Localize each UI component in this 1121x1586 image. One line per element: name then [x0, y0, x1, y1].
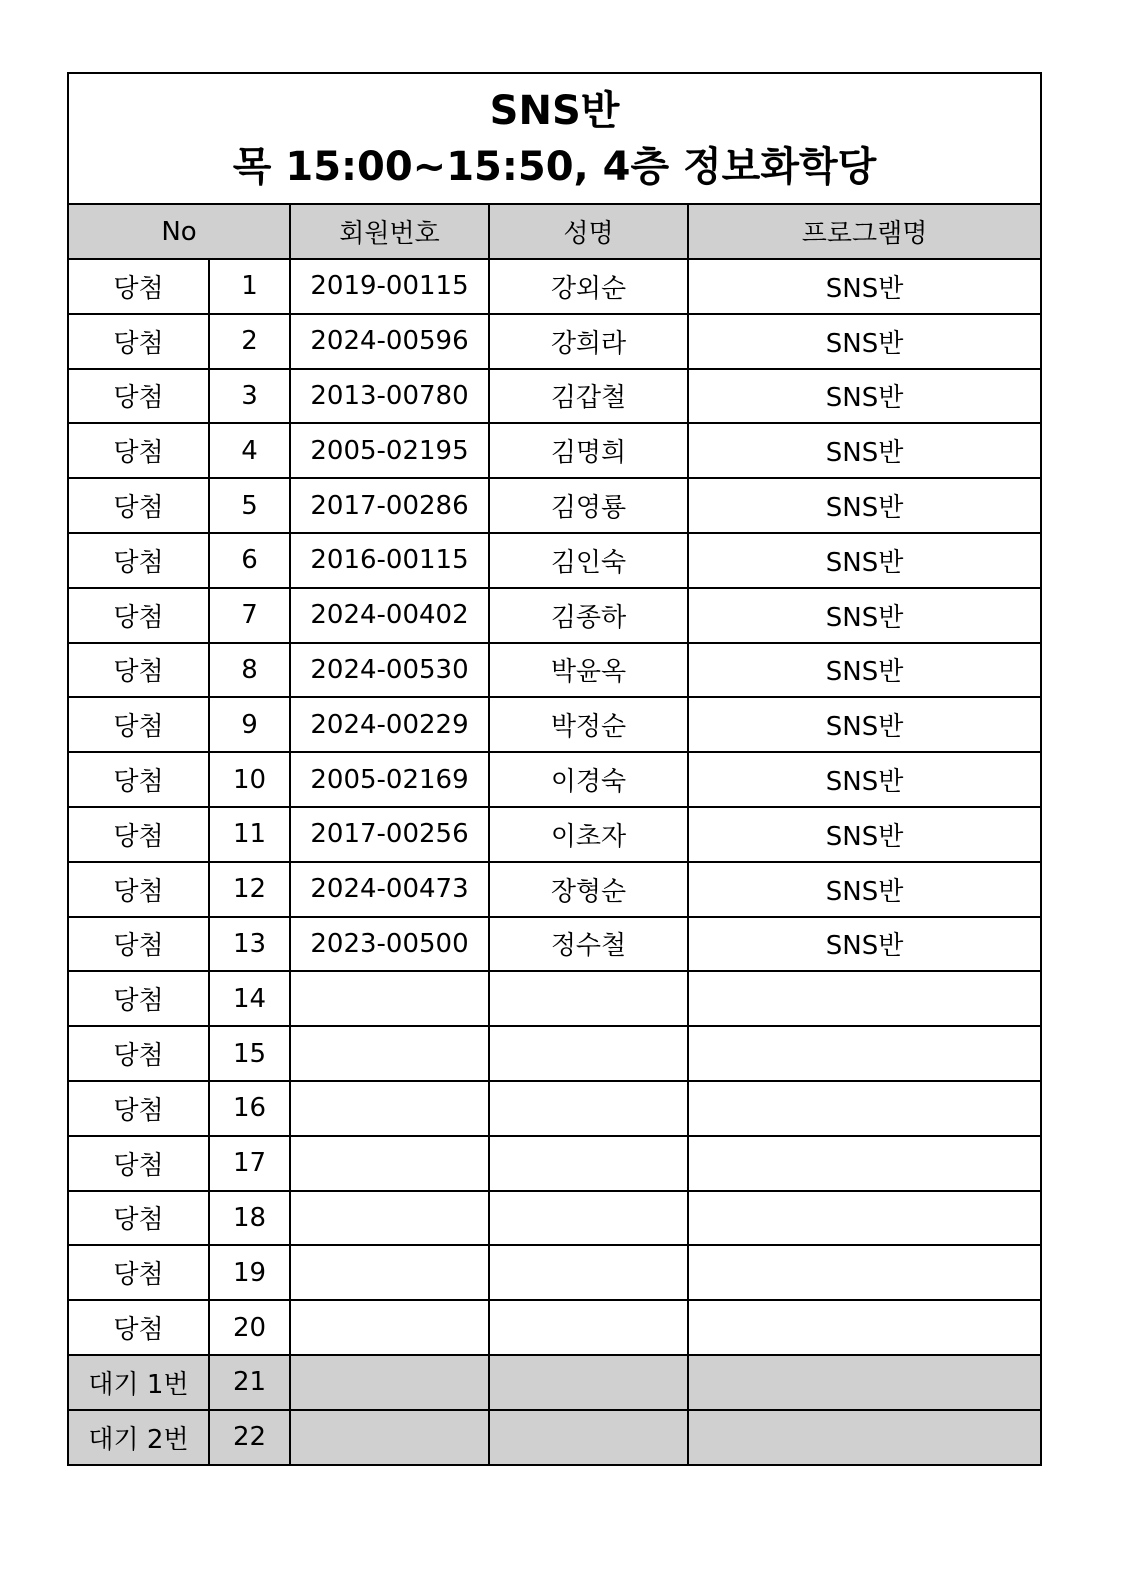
cell-name: 김영룡 [489, 478, 688, 533]
cell-no: 16 [209, 1081, 290, 1136]
cell-name [489, 1081, 688, 1136]
cell-member-id: 2017-00286 [290, 478, 489, 533]
table-row [68, 917, 1041, 972]
table-row [68, 862, 1041, 917]
table-row [68, 971, 1041, 1026]
cell-no: 12 [209, 862, 290, 917]
cell-program: SNS반 [688, 478, 1041, 533]
cell-member-id: 2024-00596 [290, 314, 489, 369]
cell-program [688, 1300, 1041, 1355]
cell-status: 당첨 [68, 1026, 209, 1081]
cell-status: 당첨 [68, 423, 209, 478]
cell-member-id: 2005-02169 [290, 752, 489, 807]
table-row [68, 643, 1041, 698]
header-program: 프로그램명 [688, 204, 1041, 259]
cell-name [489, 1355, 688, 1410]
cell-member-id: 2017-00256 [290, 807, 489, 862]
cell-no: 18 [209, 1191, 290, 1246]
cell-name: 이경숙 [489, 752, 688, 807]
lottery-result-table [67, 72, 1042, 1466]
table-row [68, 314, 1041, 369]
cell-no: 20 [209, 1300, 290, 1355]
cell-program: SNS반 [688, 423, 1041, 478]
table-row [68, 1410, 1041, 1465]
cell-no: 5 [209, 478, 290, 533]
cell-program: SNS반 [688, 533, 1041, 588]
cell-status: 당첨 [68, 971, 209, 1026]
table-row [68, 259, 1041, 314]
cell-status: 당첨 [68, 1245, 209, 1300]
cell-program [688, 1191, 1041, 1246]
cell-member-id: 2016-00115 [290, 533, 489, 588]
table-row [68, 533, 1041, 588]
cell-member-id: 2024-00473 [290, 862, 489, 917]
cell-no: 4 [209, 423, 290, 478]
cell-status: 당첨 [68, 752, 209, 807]
cell-status: 당첨 [68, 1136, 209, 1191]
table-row [68, 1245, 1041, 1300]
header-name: 성명 [489, 204, 688, 259]
table-row [68, 1191, 1041, 1246]
table-row [68, 423, 1041, 478]
cell-program: SNS반 [688, 588, 1041, 643]
cell-no: 1 [209, 259, 290, 314]
cell-member-id [290, 1136, 489, 1191]
title-class-name: SNS반 [489, 87, 620, 134]
cell-no: 11 [209, 807, 290, 862]
cell-program [688, 1245, 1041, 1300]
table-row [68, 752, 1041, 807]
table-row [68, 1081, 1041, 1136]
cell-no: 13 [209, 917, 290, 972]
table-row [68, 697, 1041, 752]
cell-program: SNS반 [688, 259, 1041, 314]
cell-status: 당첨 [68, 862, 209, 917]
cell-status: 대기 2번 [68, 1410, 209, 1465]
cell-member-id [290, 1410, 489, 1465]
cell-program: SNS반 [688, 752, 1041, 807]
cell-member-id: 2024-00229 [290, 697, 489, 752]
table-row [68, 1300, 1041, 1355]
cell-no: 2 [209, 314, 290, 369]
cell-status: 당첨 [68, 917, 209, 972]
cell-no: 10 [209, 752, 290, 807]
cell-status: 당첨 [68, 1300, 209, 1355]
cell-name [489, 1300, 688, 1355]
cell-name [489, 1410, 688, 1465]
cell-member-id [290, 1300, 489, 1355]
cell-program [688, 971, 1041, 1026]
cell-no: 17 [209, 1136, 290, 1191]
cell-status: 당첨 [68, 807, 209, 862]
cell-program [688, 1081, 1041, 1136]
cell-name: 강외순 [489, 259, 688, 314]
cell-no: 8 [209, 643, 290, 698]
cell-member-id [290, 1081, 489, 1136]
cell-name: 김종하 [489, 588, 688, 643]
cell-status: 당첨 [68, 259, 209, 314]
cell-name: 정수철 [489, 917, 688, 972]
cell-name: 김인숙 [489, 533, 688, 588]
cell-status: 대기 1번 [68, 1355, 209, 1410]
cell-no: 14 [209, 971, 290, 1026]
table-row [68, 1026, 1041, 1081]
cell-member-id: 2024-00530 [290, 643, 489, 698]
cell-no: 7 [209, 588, 290, 643]
cell-program [688, 1026, 1041, 1081]
cell-member-id [290, 1026, 489, 1081]
cell-status: 당첨 [68, 643, 209, 698]
cell-name: 김명희 [489, 423, 688, 478]
cell-status: 당첨 [68, 697, 209, 752]
cell-member-id [290, 1191, 489, 1246]
cell-status: 당첨 [68, 369, 209, 424]
cell-name [489, 1191, 688, 1246]
table-row [68, 807, 1041, 862]
cell-program: SNS반 [688, 697, 1041, 752]
cell-program: SNS반 [688, 862, 1041, 917]
table-row [68, 369, 1041, 424]
table-row [68, 478, 1041, 533]
cell-name [489, 1026, 688, 1081]
table-body [68, 259, 1041, 1465]
cell-member-id: 2024-00402 [290, 588, 489, 643]
cell-status: 당첨 [68, 314, 209, 369]
cell-name: 이초자 [489, 807, 688, 862]
cell-program [688, 1136, 1041, 1191]
cell-name [489, 1136, 688, 1191]
cell-program [688, 1410, 1041, 1465]
cell-name: 김갑철 [489, 369, 688, 424]
cell-no: 9 [209, 697, 290, 752]
title-schedule: 목 15:00~15:50, 4층 정보화학당 [232, 143, 877, 190]
table-title [68, 73, 1041, 204]
table-row [68, 588, 1041, 643]
cell-no: 3 [209, 369, 290, 424]
cell-name: 박윤옥 [489, 643, 688, 698]
cell-status: 당첨 [68, 1081, 209, 1136]
cell-no: 19 [209, 1245, 290, 1300]
cell-name: 강희라 [489, 314, 688, 369]
cell-no: 22 [209, 1410, 290, 1465]
cell-program: SNS반 [688, 369, 1041, 424]
cell-status: 당첨 [68, 1191, 209, 1246]
cell-member-id: 2023-00500 [290, 917, 489, 972]
header-no: No [68, 204, 290, 259]
cell-status: 당첨 [68, 478, 209, 533]
cell-member-id: 2013-00780 [290, 369, 489, 424]
cell-program: SNS반 [688, 917, 1041, 972]
table-row [68, 1136, 1041, 1191]
cell-name [489, 1245, 688, 1300]
cell-member-id [290, 1245, 489, 1300]
cell-member-id: 2005-02195 [290, 423, 489, 478]
cell-program [688, 1355, 1041, 1410]
header-row [68, 204, 1041, 259]
cell-program: SNS반 [688, 643, 1041, 698]
cell-member-id [290, 1355, 489, 1410]
cell-program: SNS반 [688, 314, 1041, 369]
table-row [68, 1355, 1041, 1410]
cell-name: 장형순 [489, 862, 688, 917]
cell-no: 6 [209, 533, 290, 588]
header-member-id: 회원번호 [290, 204, 489, 259]
cell-status: 당첨 [68, 533, 209, 588]
cell-no: 15 [209, 1026, 290, 1081]
cell-status: 당첨 [68, 588, 209, 643]
cell-name [489, 971, 688, 1026]
cell-program: SNS반 [688, 807, 1041, 862]
cell-name: 박정순 [489, 697, 688, 752]
cell-member-id: 2019-00115 [290, 259, 489, 314]
cell-no: 21 [209, 1355, 290, 1410]
cell-member-id [290, 971, 489, 1026]
